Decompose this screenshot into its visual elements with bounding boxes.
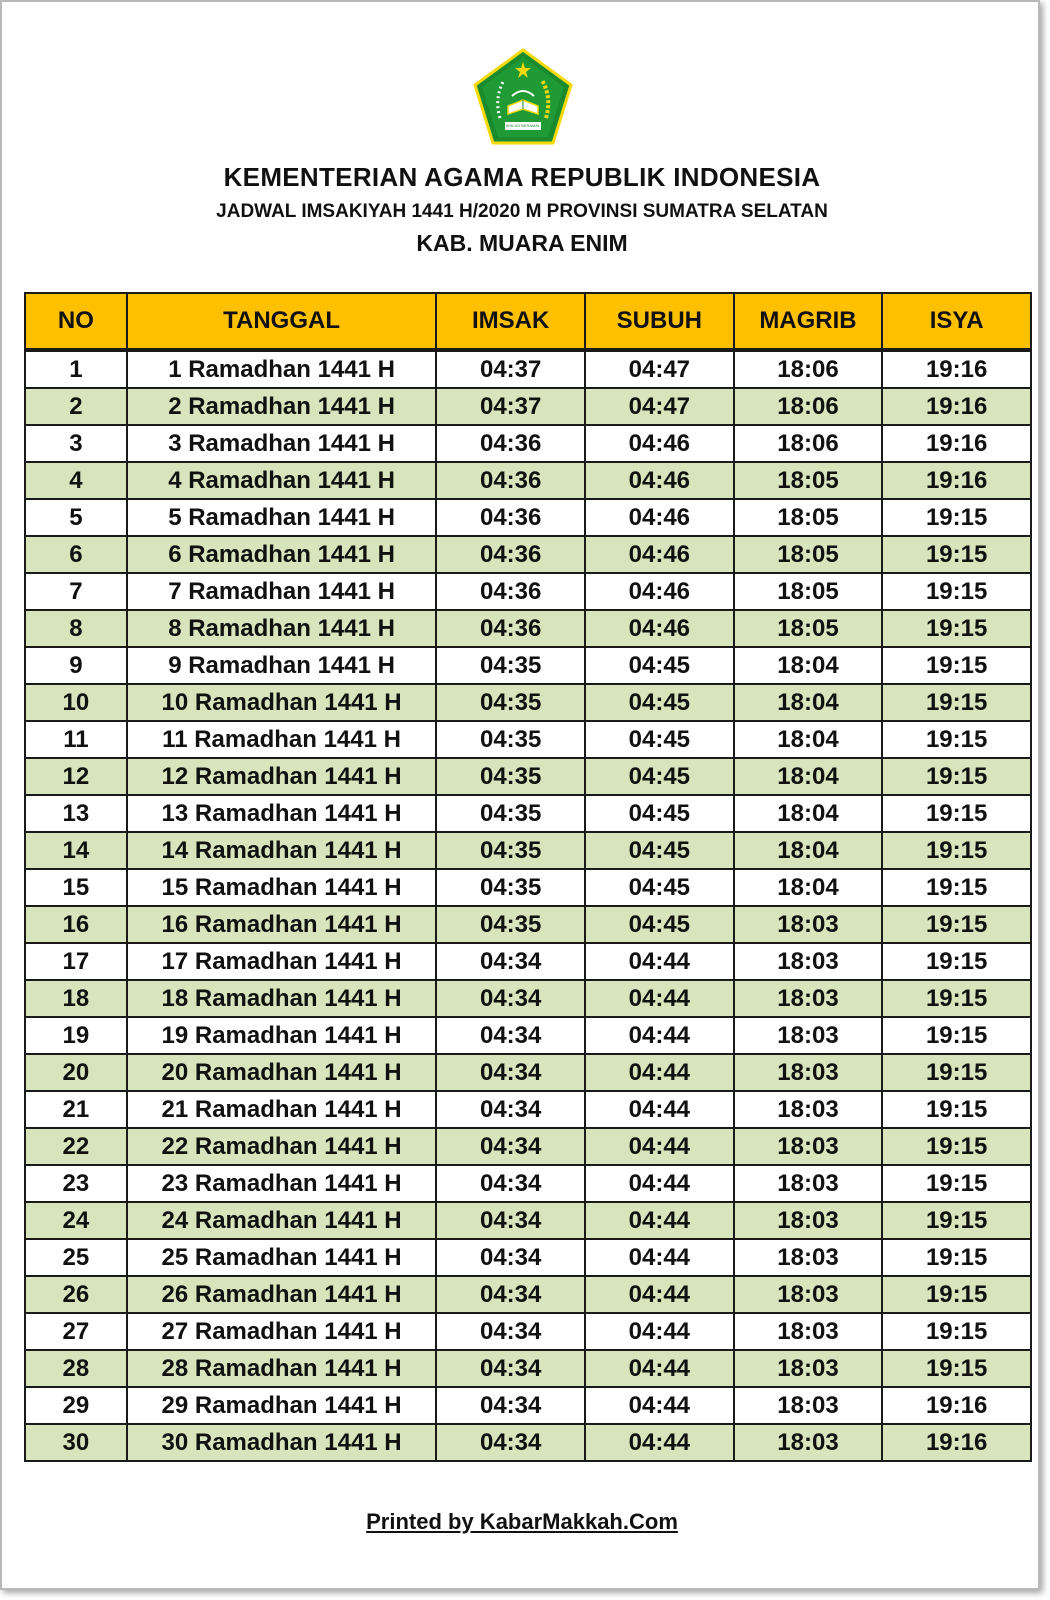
cell-tanggal: 4 Ramadhan 1441 H	[127, 462, 437, 499]
cell-magrib: 18:05	[734, 499, 883, 536]
cell-magrib: 18:03	[734, 1054, 883, 1091]
cell-tanggal: 17 Ramadhan 1441 H	[127, 943, 437, 980]
cell-magrib: 18:04	[734, 721, 883, 758]
cell-subuh: 04:44	[585, 1276, 734, 1313]
cell-subuh: 04:45	[585, 832, 734, 869]
cell-isya: 19:16	[882, 1387, 1031, 1424]
cell-tanggal: 2 Ramadhan 1441 H	[127, 388, 437, 425]
cell-magrib: 18:03	[734, 1091, 883, 1128]
table-row	[25, 1350, 1031, 1387]
cell-subuh: 04:44	[585, 1387, 734, 1424]
cell-imsak: 04:36	[436, 610, 585, 647]
cell-subuh: 04:44	[585, 1313, 734, 1350]
cell-magrib: 18:03	[734, 1276, 883, 1313]
cell-isya: 19:15	[882, 536, 1031, 573]
cell-magrib: 18:03	[734, 1202, 883, 1239]
cell-isya: 19:15	[882, 1313, 1031, 1350]
cell-isya: 19:15	[882, 1091, 1031, 1128]
cell-tanggal: 28 Ramadhan 1441 H	[127, 1350, 437, 1387]
cell-no: 26	[25, 1276, 127, 1313]
cell-magrib: 18:03	[734, 1128, 883, 1165]
cell-magrib: 18:04	[734, 758, 883, 795]
cell-no: 4	[25, 462, 127, 499]
table-row	[25, 943, 1031, 980]
cell-imsak: 04:35	[436, 832, 585, 869]
cell-imsak: 04:34	[436, 980, 585, 1017]
cell-isya: 19:16	[882, 388, 1031, 425]
cell-isya: 19:15	[882, 1239, 1031, 1276]
cell-no: 19	[25, 1017, 127, 1054]
cell-no: 11	[25, 721, 127, 758]
cell-imsak: 04:35	[436, 758, 585, 795]
cell-isya: 19:15	[882, 1276, 1031, 1313]
cell-no: 21	[25, 1091, 127, 1128]
table-row	[25, 1313, 1031, 1350]
cell-magrib: 18:03	[734, 1387, 883, 1424]
cell-no: 2	[25, 388, 127, 425]
cell-magrib: 18:04	[734, 869, 883, 906]
cell-isya: 19:15	[882, 832, 1031, 869]
cell-isya: 19:15	[882, 684, 1031, 721]
table-row	[25, 499, 1031, 536]
cell-isya: 19:15	[882, 1165, 1031, 1202]
table-row	[25, 1017, 1031, 1054]
cell-isya: 19:16	[882, 462, 1031, 499]
ministry-title: KEMENTERIAN AGAMA REPUBLIK INDONESIA	[223, 162, 821, 192]
table-row	[25, 1165, 1031, 1202]
cell-imsak: 04:35	[436, 684, 585, 721]
cell-no: 14	[25, 832, 127, 869]
cell-tanggal: 24 Ramadhan 1441 H	[127, 1202, 437, 1239]
table-row	[25, 536, 1031, 573]
cell-magrib: 18:03	[734, 906, 883, 943]
cell-subuh: 04:46	[585, 499, 734, 536]
cell-no: 29	[25, 1387, 127, 1424]
table-row	[25, 832, 1031, 869]
cell-imsak: 04:34	[436, 1202, 585, 1239]
cell-imsak: 04:36	[436, 536, 585, 573]
cell-magrib: 18:03	[734, 1017, 883, 1054]
cell-subuh: 04:44	[585, 1202, 734, 1239]
cell-tanggal: 6 Ramadhan 1441 H	[127, 536, 437, 573]
cell-subuh: 04:45	[585, 758, 734, 795]
cell-no: 25	[25, 1239, 127, 1276]
table-row	[25, 1239, 1031, 1276]
cell-no: 13	[25, 795, 127, 832]
logo-motto: IKHLAS BERAMAL	[505, 123, 541, 128]
cell-subuh: 04:45	[585, 684, 734, 721]
table-row	[25, 1202, 1031, 1239]
table-row	[25, 350, 1031, 388]
table-row	[25, 573, 1031, 610]
region-title: KAB. MUARA ENIM	[416, 230, 628, 256]
cell-tanggal: 12 Ramadhan 1441 H	[127, 758, 437, 795]
cell-subuh: 04:44	[585, 1054, 734, 1091]
table-row	[25, 425, 1031, 462]
cell-imsak: 04:35	[436, 721, 585, 758]
cell-magrib: 18:03	[734, 1350, 883, 1387]
cell-imsak: 04:35	[436, 906, 585, 943]
cell-magrib: 18:05	[734, 462, 883, 499]
cell-magrib: 18:05	[734, 536, 883, 573]
cell-subuh: 04:44	[585, 1165, 734, 1202]
cell-tanggal: 23 Ramadhan 1441 H	[127, 1165, 437, 1202]
cell-magrib: 18:03	[734, 1239, 883, 1276]
cell-imsak: 04:35	[436, 869, 585, 906]
cell-tanggal: 18 Ramadhan 1441 H	[127, 980, 437, 1017]
cell-no: 27	[25, 1313, 127, 1350]
cell-magrib: 18:03	[734, 1313, 883, 1350]
cell-no: 7	[25, 573, 127, 610]
cell-magrib: 18:04	[734, 832, 883, 869]
cell-no: 8	[25, 610, 127, 647]
column-header-no: NO	[25, 293, 127, 350]
cell-no: 30	[25, 1424, 127, 1461]
cell-magrib: 18:03	[734, 1424, 883, 1461]
cell-subuh: 04:44	[585, 1017, 734, 1054]
cell-isya: 19:16	[882, 1424, 1031, 1461]
cell-subuh: 04:44	[585, 1128, 734, 1165]
cell-imsak: 04:34	[436, 1350, 585, 1387]
cell-isya: 19:15	[882, 943, 1031, 980]
cell-no: 28	[25, 1350, 127, 1387]
cell-magrib: 18:04	[734, 647, 883, 684]
cell-no: 1	[25, 350, 127, 388]
cell-no: 6	[25, 536, 127, 573]
cell-tanggal: 13 Ramadhan 1441 H	[127, 795, 437, 832]
cell-tanggal: 11 Ramadhan 1441 H	[127, 721, 437, 758]
cell-imsak: 04:34	[436, 1128, 585, 1165]
cell-imsak: 04:34	[436, 1387, 585, 1424]
cell-no: 17	[25, 943, 127, 980]
cell-subuh: 04:44	[585, 1424, 734, 1461]
cell-magrib: 18:04	[734, 684, 883, 721]
cell-imsak: 04:35	[436, 647, 585, 684]
cell-magrib: 18:03	[734, 980, 883, 1017]
cell-isya: 19:15	[882, 1017, 1031, 1054]
cell-isya: 19:15	[882, 1350, 1031, 1387]
cell-magrib: 18:04	[734, 795, 883, 832]
cell-tanggal: 29 Ramadhan 1441 H	[127, 1387, 437, 1424]
column-header-imsak: IMSAK	[436, 293, 585, 350]
schedule-subtitle: JADWAL IMSAKIYAH 1441 H/2020 M PROVINSI SUMATRA SELATAN	[216, 201, 828, 222]
cell-imsak: 04:34	[436, 1017, 585, 1054]
cell-isya: 19:15	[882, 610, 1031, 647]
cell-imsak: 04:34	[436, 1165, 585, 1202]
cell-tanggal: 7 Ramadhan 1441 H	[127, 573, 437, 610]
cell-subuh: 04:44	[585, 980, 734, 1017]
cell-imsak: 04:35	[436, 795, 585, 832]
cell-tanggal: 10 Ramadhan 1441 H	[127, 684, 437, 721]
cell-no: 15	[25, 869, 127, 906]
cell-isya: 19:15	[882, 906, 1031, 943]
cell-subuh: 04:44	[585, 1239, 734, 1276]
cell-imsak: 04:36	[436, 573, 585, 610]
cell-tanggal: 20 Ramadhan 1441 H	[127, 1054, 437, 1091]
cell-tanggal: 16 Ramadhan 1441 H	[127, 906, 437, 943]
cell-imsak: 04:36	[436, 425, 585, 462]
cell-no: 16	[25, 906, 127, 943]
table-row	[25, 647, 1031, 684]
cell-no: 3	[25, 425, 127, 462]
cell-imsak: 04:34	[436, 1313, 585, 1350]
cell-isya: 19:15	[882, 647, 1031, 684]
cell-subuh: 04:46	[585, 610, 734, 647]
cell-tanggal: 14 Ramadhan 1441 H	[127, 832, 437, 869]
cell-isya: 19:15	[882, 758, 1031, 795]
cell-imsak: 04:36	[436, 462, 585, 499]
table-row	[25, 388, 1031, 425]
kemenag-logo-icon	[472, 48, 574, 148]
cell-magrib: 18:03	[734, 1165, 883, 1202]
table-row	[25, 980, 1031, 1017]
imsakiyah-table	[24, 292, 1032, 1462]
cell-isya: 19:15	[882, 869, 1031, 906]
cell-isya: 19:15	[882, 980, 1031, 1017]
table-row	[25, 610, 1031, 647]
table-row	[25, 1091, 1031, 1128]
cell-magrib: 18:06	[734, 425, 883, 462]
table-header-row	[25, 293, 1031, 350]
printed-by-credit: Printed by KabarMakkah.Com	[366, 1509, 678, 1534]
table-row	[25, 1276, 1031, 1313]
table-row	[25, 1387, 1031, 1424]
table-row	[25, 906, 1031, 943]
cell-tanggal: 26 Ramadhan 1441 H	[127, 1276, 437, 1313]
cell-no: 12	[25, 758, 127, 795]
table-row	[25, 684, 1031, 721]
cell-subuh: 04:45	[585, 721, 734, 758]
cell-imsak: 04:34	[436, 1424, 585, 1461]
cell-subuh: 04:46	[585, 573, 734, 610]
table-row	[25, 462, 1031, 499]
cell-tanggal: 25 Ramadhan 1441 H	[127, 1239, 437, 1276]
cell-tanggal: 22 Ramadhan 1441 H	[127, 1128, 437, 1165]
cell-isya: 19:15	[882, 1054, 1031, 1091]
cell-magrib: 18:05	[734, 573, 883, 610]
cell-subuh: 04:46	[585, 536, 734, 573]
cell-subuh: 04:45	[585, 795, 734, 832]
table-row	[25, 1128, 1031, 1165]
cell-subuh: 04:47	[585, 350, 734, 388]
table-row	[25, 721, 1031, 758]
column-header-isya: ISYA	[882, 293, 1031, 350]
cell-tanggal: 30 Ramadhan 1441 H	[127, 1424, 437, 1461]
cell-no: 10	[25, 684, 127, 721]
cell-no: 18	[25, 980, 127, 1017]
cell-tanggal: 19 Ramadhan 1441 H	[127, 1017, 437, 1054]
cell-isya: 19:15	[882, 721, 1031, 758]
cell-tanggal: 9 Ramadhan 1441 H	[127, 647, 437, 684]
cell-subuh: 04:45	[585, 647, 734, 684]
cell-isya: 19:16	[882, 350, 1031, 388]
cell-no: 5	[25, 499, 127, 536]
cell-subuh: 04:47	[585, 388, 734, 425]
cell-magrib: 18:03	[734, 943, 883, 980]
cell-no: 22	[25, 1128, 127, 1165]
cell-isya: 19:15	[882, 573, 1031, 610]
cell-no: 23	[25, 1165, 127, 1202]
cell-no: 20	[25, 1054, 127, 1091]
cell-magrib: 18:06	[734, 350, 883, 388]
cell-no: 9	[25, 647, 127, 684]
cell-tanggal: 8 Ramadhan 1441 H	[127, 610, 437, 647]
cell-tanggal: 21 Ramadhan 1441 H	[127, 1091, 437, 1128]
cell-imsak: 04:34	[436, 1239, 585, 1276]
cell-imsak: 04:37	[436, 388, 585, 425]
cell-subuh: 04:44	[585, 1091, 734, 1128]
cell-subuh: 04:45	[585, 906, 734, 943]
cell-tanggal: 3 Ramadhan 1441 H	[127, 425, 437, 462]
cell-tanggal: 27 Ramadhan 1441 H	[127, 1313, 437, 1350]
cell-subuh: 04:44	[585, 943, 734, 980]
cell-isya: 19:15	[882, 1202, 1031, 1239]
table-row	[25, 758, 1031, 795]
table-row	[25, 1054, 1031, 1091]
cell-isya: 19:16	[882, 425, 1031, 462]
cell-subuh: 04:45	[585, 869, 734, 906]
cell-imsak: 04:34	[436, 1091, 585, 1128]
cell-isya: 19:15	[882, 499, 1031, 536]
cell-magrib: 18:06	[734, 388, 883, 425]
column-header-subuh: SUBUH	[585, 293, 734, 350]
cell-tanggal: 5 Ramadhan 1441 H	[127, 499, 437, 536]
cell-subuh: 04:46	[585, 425, 734, 462]
cell-tanggal: 15 Ramadhan 1441 H	[127, 869, 437, 906]
table-row	[25, 869, 1031, 906]
cell-isya: 19:15	[882, 1128, 1031, 1165]
cell-imsak: 04:34	[436, 943, 585, 980]
cell-imsak: 04:34	[436, 1054, 585, 1091]
cell-subuh: 04:46	[585, 462, 734, 499]
table-body	[25, 350, 1031, 1461]
table-row	[25, 1424, 1031, 1461]
cell-imsak: 04:34	[436, 1276, 585, 1313]
cell-magrib: 18:05	[734, 610, 883, 647]
column-header-magrib: MAGRIB	[734, 293, 883, 350]
column-header-tanggal: TANGGAL	[127, 293, 437, 350]
cell-isya: 19:15	[882, 795, 1031, 832]
cell-imsak: 04:37	[436, 350, 585, 388]
cell-subuh: 04:44	[585, 1350, 734, 1387]
cell-tanggal: 1 Ramadhan 1441 H	[127, 350, 437, 388]
cell-no: 24	[25, 1202, 127, 1239]
table-row	[25, 795, 1031, 832]
cell-imsak: 04:36	[436, 499, 585, 536]
